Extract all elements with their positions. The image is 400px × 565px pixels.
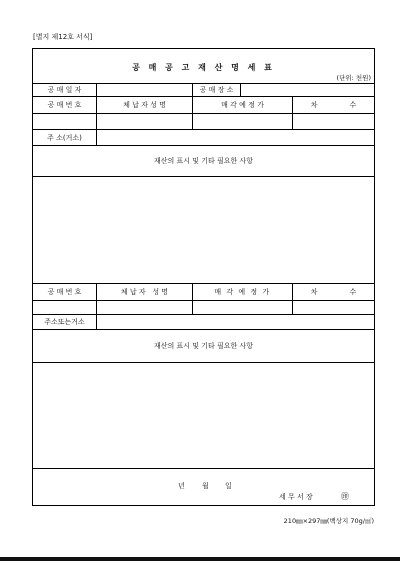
round-header-first: 차 (310, 101, 318, 109)
form-title: 공 매 공 고 재 산 명 세 표 (132, 63, 275, 72)
section-2-property-heading-row (33, 330, 374, 363)
address-label: 주 소(거소) (33, 130, 97, 145)
form-number: [별지 제12호 서식] (33, 33, 93, 41)
section-1-property-body (33, 177, 374, 284)
auction-number-cell (33, 114, 97, 129)
section-2-address-row (33, 315, 374, 330)
section-2-header-row (33, 284, 374, 301)
auction-date-label: 공 매 일 자 (33, 84, 97, 96)
section-1-address-row (33, 130, 374, 146)
section-1-entry-row (33, 114, 374, 130)
form-header (33, 49, 374, 84)
round-cell (293, 114, 374, 129)
auction-info-row (33, 84, 374, 97)
round-header (293, 97, 374, 113)
auction-number-header: 공 매 번 호 (33, 97, 97, 113)
sale-price-cell (193, 114, 293, 129)
seal-mark: ㊞ (341, 492, 349, 501)
property-heading: 재산의 표시 및 기타 필요한 사항 (153, 157, 254, 165)
property-heading: 재산의 표시 및 기타 필요한 사항 (153, 342, 254, 350)
section-2-property-body (33, 363, 374, 469)
paper-spec: 210㎜×297㎜(백상지 70g/㎡) (283, 517, 374, 525)
address-value-cell (97, 130, 374, 145)
issuer-label: 세 무 서 장 (279, 493, 313, 501)
auction-place-label: 공 매 장 소 (193, 84, 241, 96)
year-label: 년 (178, 482, 185, 490)
delinquent-name-cell (97, 114, 193, 129)
address-value-cell (97, 315, 374, 329)
auction-number-header: 공 매 번 호 (33, 284, 97, 300)
sale-price-header: 매 각 예 정 가 (193, 97, 293, 113)
month-label: 월 (202, 482, 209, 490)
section-2-entry-row (33, 301, 374, 315)
round-header-second: 수 (349, 288, 357, 296)
day-label: 일 (225, 482, 232, 490)
auction-date-value-cell (97, 84, 193, 96)
delinquent-name-header: 체 납 자 성 명 (97, 97, 193, 113)
delinquent-name-header: 체 납 자 성 명 (97, 284, 193, 300)
round-header (293, 284, 374, 300)
auction-number-cell (33, 301, 97, 314)
section-1-property-heading-row (33, 146, 374, 177)
form-frame (32, 48, 375, 506)
round-header-first: 차 (310, 288, 318, 296)
round-cell (293, 301, 374, 314)
delinquent-name-cell (97, 301, 193, 314)
form-footer (33, 469, 374, 505)
section-1-header-row (33, 97, 374, 114)
sale-price-header: 매 각 예 정 가 (193, 284, 293, 300)
page-bottom-rule (0, 557, 400, 561)
address-label: 주소또는거소 (33, 315, 97, 329)
sale-price-cell (193, 301, 293, 314)
auction-place-value-cell (241, 84, 374, 96)
round-header-second: 수 (349, 101, 357, 109)
unit-note: (단위: 천원) (336, 74, 371, 82)
